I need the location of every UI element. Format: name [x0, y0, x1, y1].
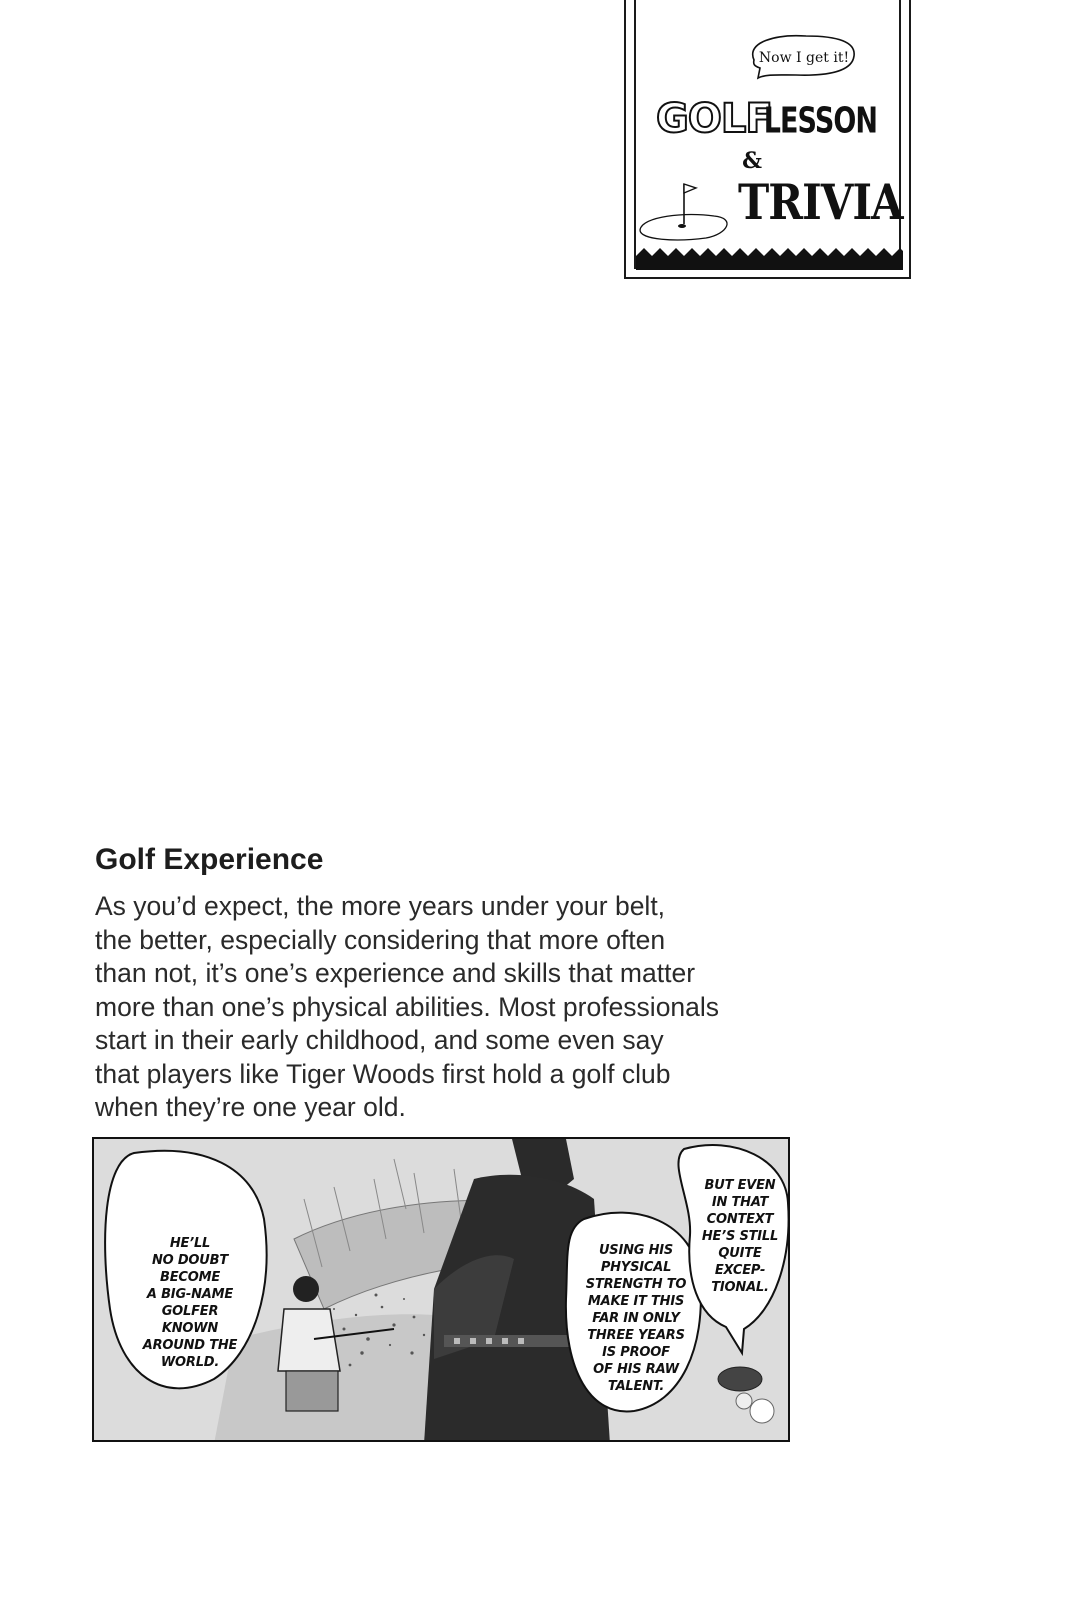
header-ampersand: & [742, 148, 762, 174]
header-tagline: Now I get it! [758, 50, 850, 66]
comic-panel [92, 1137, 790, 1442]
header-title-trivia: TRIVIA [738, 173, 903, 231]
article-body: As you’d expect, the more years under your belt, the better, especially considering that more often than not, it’s one’s experience and skills that matter more than one’s physical abilities. Most professionals start in their early childhood, and some even say that players like Tiger Woods first hold a golf club when they’re one year old. [95, 891, 720, 1122]
speech-bubble-right: BUT EVEN IN THAT CONTEXT HE’S STILL QUITE EXCEP- TIONAL. [701, 1178, 779, 1295]
speech-bubble-middle: USING HIS PHYSICAL STRENGTH TO MAKE IT THIS FAR IN ONLY THREE YEARS IS PROOF OF HIS RAW TALENT. [585, 1243, 687, 1394]
article-section [95, 838, 775, 1125]
header-title-lesson: LESSON [763, 98, 878, 142]
header-title-golf: GOLF [656, 96, 772, 142]
golf-flag-icon [640, 184, 727, 240]
trivia-header-box [624, 0, 911, 279]
zigzag-border [636, 247, 903, 270]
header-artwork [626, 0, 913, 281]
article-title: Golf Experience [95, 843, 324, 876]
speech-bubble-left: HE’LL NO DOUBT BECOME A BIG-NAME GOLFER KNOWN AROUND THE WORLD. [142, 1236, 238, 1370]
